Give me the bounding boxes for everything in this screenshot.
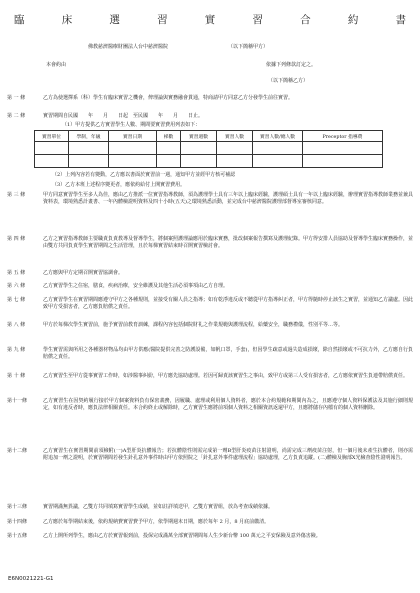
article-text: 學生實習需與所用之各種器材物品均由甲方供應(醫院提供完善之防護設備，如帆口罩，手套)，但因學生疏意或過失造成損壞，除自然損壞或不可抗力外，乙方應自行負賠償之責任。 [43,347,413,361]
table-header-cell: 實習單位 [35,131,69,142]
article-text: 乙方上開所列學生，應由乙方於實習報到前，投保完成滿萬全部實習期間每人生少新台幣 100 萬元之平安保險及意外傷害險。 [43,533,321,539]
party-b-intro: 本會約由 [46,62,67,68]
table-cell [69,142,109,155]
article-text: 乙方實習生在實習期間前須檢附(一)A型肝炎抗體報告；若抗體陰性則需完成第一劑B型肝炎疫苗注射證明，尚需完成三劑疫苗注射，但一個月後未產生抗體者，則亦需附追加一劑之證明，於實習期間若發生針孔意外事件時由甲方依照院之「針扎意外事件處理流程」協助處理，乙方負責追蹤。(二)體檢及胸部X光檢查陰性證明報告。 [43,448,413,462]
table-cell [157,142,181,155]
table-cell [253,142,303,155]
article-label: 第 七 條 [7,297,26,303]
table-cell [109,155,157,168]
article-text: 實習期滿無異議，乙雙方共同填寫實習學生成績，並如註詳填送甲，乙雙方實習組，放為考查成績依據。 [43,504,274,510]
table-header-cell: 實習人數 [217,131,253,142]
article-label: 第 四 條 [7,236,26,242]
table-row [35,142,383,155]
article-text: 實習期間自民國 年 月 日起 至民國 年 月 日止。 [43,113,204,119]
article-label: 第十五條 [7,533,28,539]
party-a-name: 佛教慈濟醫療財團法人台中慈濟醫院 [88,44,169,50]
article-text: 乙方為使選擇系（科）學生有臨床實習之機會，俾理論與實務融會貫通，特商請甲方同意乙方分發學生前往實習。 [43,95,294,101]
table-cell [303,142,383,155]
table-cell [217,155,253,168]
table-cell [157,155,181,168]
table-cell [109,142,157,155]
table-cell [303,155,383,168]
article-text: 乙方實習學生之住宿，膳食，疾病治療，安全維護及其他生活必須事項由乙方自理。 [43,283,229,289]
agreement-phrase: 依據下列條款訂定之。 [266,62,317,68]
table-cell [217,142,253,155]
article-label: 第 六 條 [7,283,26,289]
title-char: 書 [395,14,406,26]
article-label: 第 八 條 [7,322,26,328]
title-char: 合 [300,14,311,26]
title-char: 選 [109,14,120,26]
internship-fee-table [34,130,383,168]
table-header-cell: 學制，年級 [69,131,109,142]
article-label: 第 九 條 [7,347,26,353]
title-char: 習 [157,14,168,26]
article-label: 第 三 條 [7,192,26,198]
table-cell [181,142,217,155]
article-text: 乙方實習生在因契約履行接於甲方個案資料負有保密義務，因履職、處理或利用個人資料者，應於本合約規範和期間內為之，且應遵守個人資料保護法及其施行細則規定，如有違反者時，應負法律相關責任。本合約終止或解除時，乙方實習生應將前項個人資料之相關資訊返還甲方，且應將儲存內檔有的個人資料刪除。 [43,398,413,412]
table-row [35,155,383,168]
article-text: 乙方之實習指導教師主要職責負責教導及督導學生，將個案照護理論應用於臨床實務，批改個案報告撰寫及護理紀錄。甲方得安排人員協助及督導學生臨床實務操作，並由雙方共同負責學生實習期間之生活管理，且於每梯實習結束時召開實習檢討會。 [43,236,414,250]
document-title [14,12,406,26]
article-label: 第十三條 [7,504,28,510]
party-a-note: （以下簡稱甲方） [228,44,269,50]
table-cell [35,142,69,155]
article-label: 第 二 條 [7,113,26,119]
title-char: 約 [347,14,359,26]
table-header-cell: 實習人數/總人數 [253,131,303,142]
article-text: 乙方應於每學期結束後，依約規納費實習費予甲方，依學期週末日期，應於每年 2 月，8 月底前繳清。 [43,519,270,525]
table-header-cell: 實習日期 [109,131,157,142]
title-char: 實 [204,14,216,26]
article-label: 第十二條 [7,448,28,454]
table-cell [181,155,217,168]
title-char: 習 [252,14,263,26]
article-2-item-3: （3）乙方本班上述程序變更者，應依約給付上開實習費用。 [52,182,186,188]
table-header-cell: 梯數 [157,131,181,142]
table-cell [35,155,69,168]
table-cell [253,155,303,168]
article-label: 第 五 條 [7,270,26,276]
table-header-cell: Preceptor 指導費 [303,131,383,142]
article-label: 第十一條 [7,398,28,404]
title-char: 床 [61,14,73,26]
article-2-item-2: （2）上列內容若有變動，乙方應以書面於實習前一週，通知甲方並經甲方核可補認 [52,172,236,178]
article-text: 乙方實習生至甲方從事實習工作時，如涉醫事糾紛，甲方應先協助處理。若因可歸責該實習生之事由，致甲方或第三人受有損害者，乙方應依實習生負連帶賠償責任。 [43,373,409,379]
article-label: 第 十 條 [7,373,26,379]
article-label: 第十四條 [7,519,28,525]
article-text: 甲方於每梯次學生實習前，施予實習前教育訓練，課程內容包括個院財礼之作業規範與護理流程，給藥安全，職務禮儀，性別平等…等。 [43,322,344,328]
article-label: 第 一 條 [7,95,26,101]
table-cell [69,155,109,168]
article-text: 乙方應與甲方定期召開實習協調會。 [43,270,124,276]
party-b-note: （以下簡稱乙方） [268,78,309,84]
document-code: E6N0021221-G1 [8,576,54,582]
title-char: 臨 [14,14,25,26]
table-header-cell: 實習週數 [181,131,217,142]
table-header-row [35,131,383,142]
article-text: 甲方同意實習學生至多人為佳，應由乙方推派一位實習指導教師，須為護理學士具有三年以上臨床經驗，護理碩士具有一年以上臨床經驗，辦理實習指導教師業務並兼具資料表，環境熟悉計畫書、一年內體檢證明資料及四十小時(五天)之環境熟悉活動，並完成台中慈濟醫院護理部督導室審核同意。 [43,192,414,206]
article-2-item-1: （1）甲方提供乙方實習學生人數、期間要實習費用列表如下： [62,122,201,128]
article-text: 乙方實習學生在實習期間應遵守甲方之各種規則，並接受有關人員之指導；如有乾淨違反或不聽從甲方指導糾正者，甲方得隨時停止該生之實習，並通知乙方議處。因此致甲方受損害者，乙方應負賠償之責任。 [43,297,414,311]
